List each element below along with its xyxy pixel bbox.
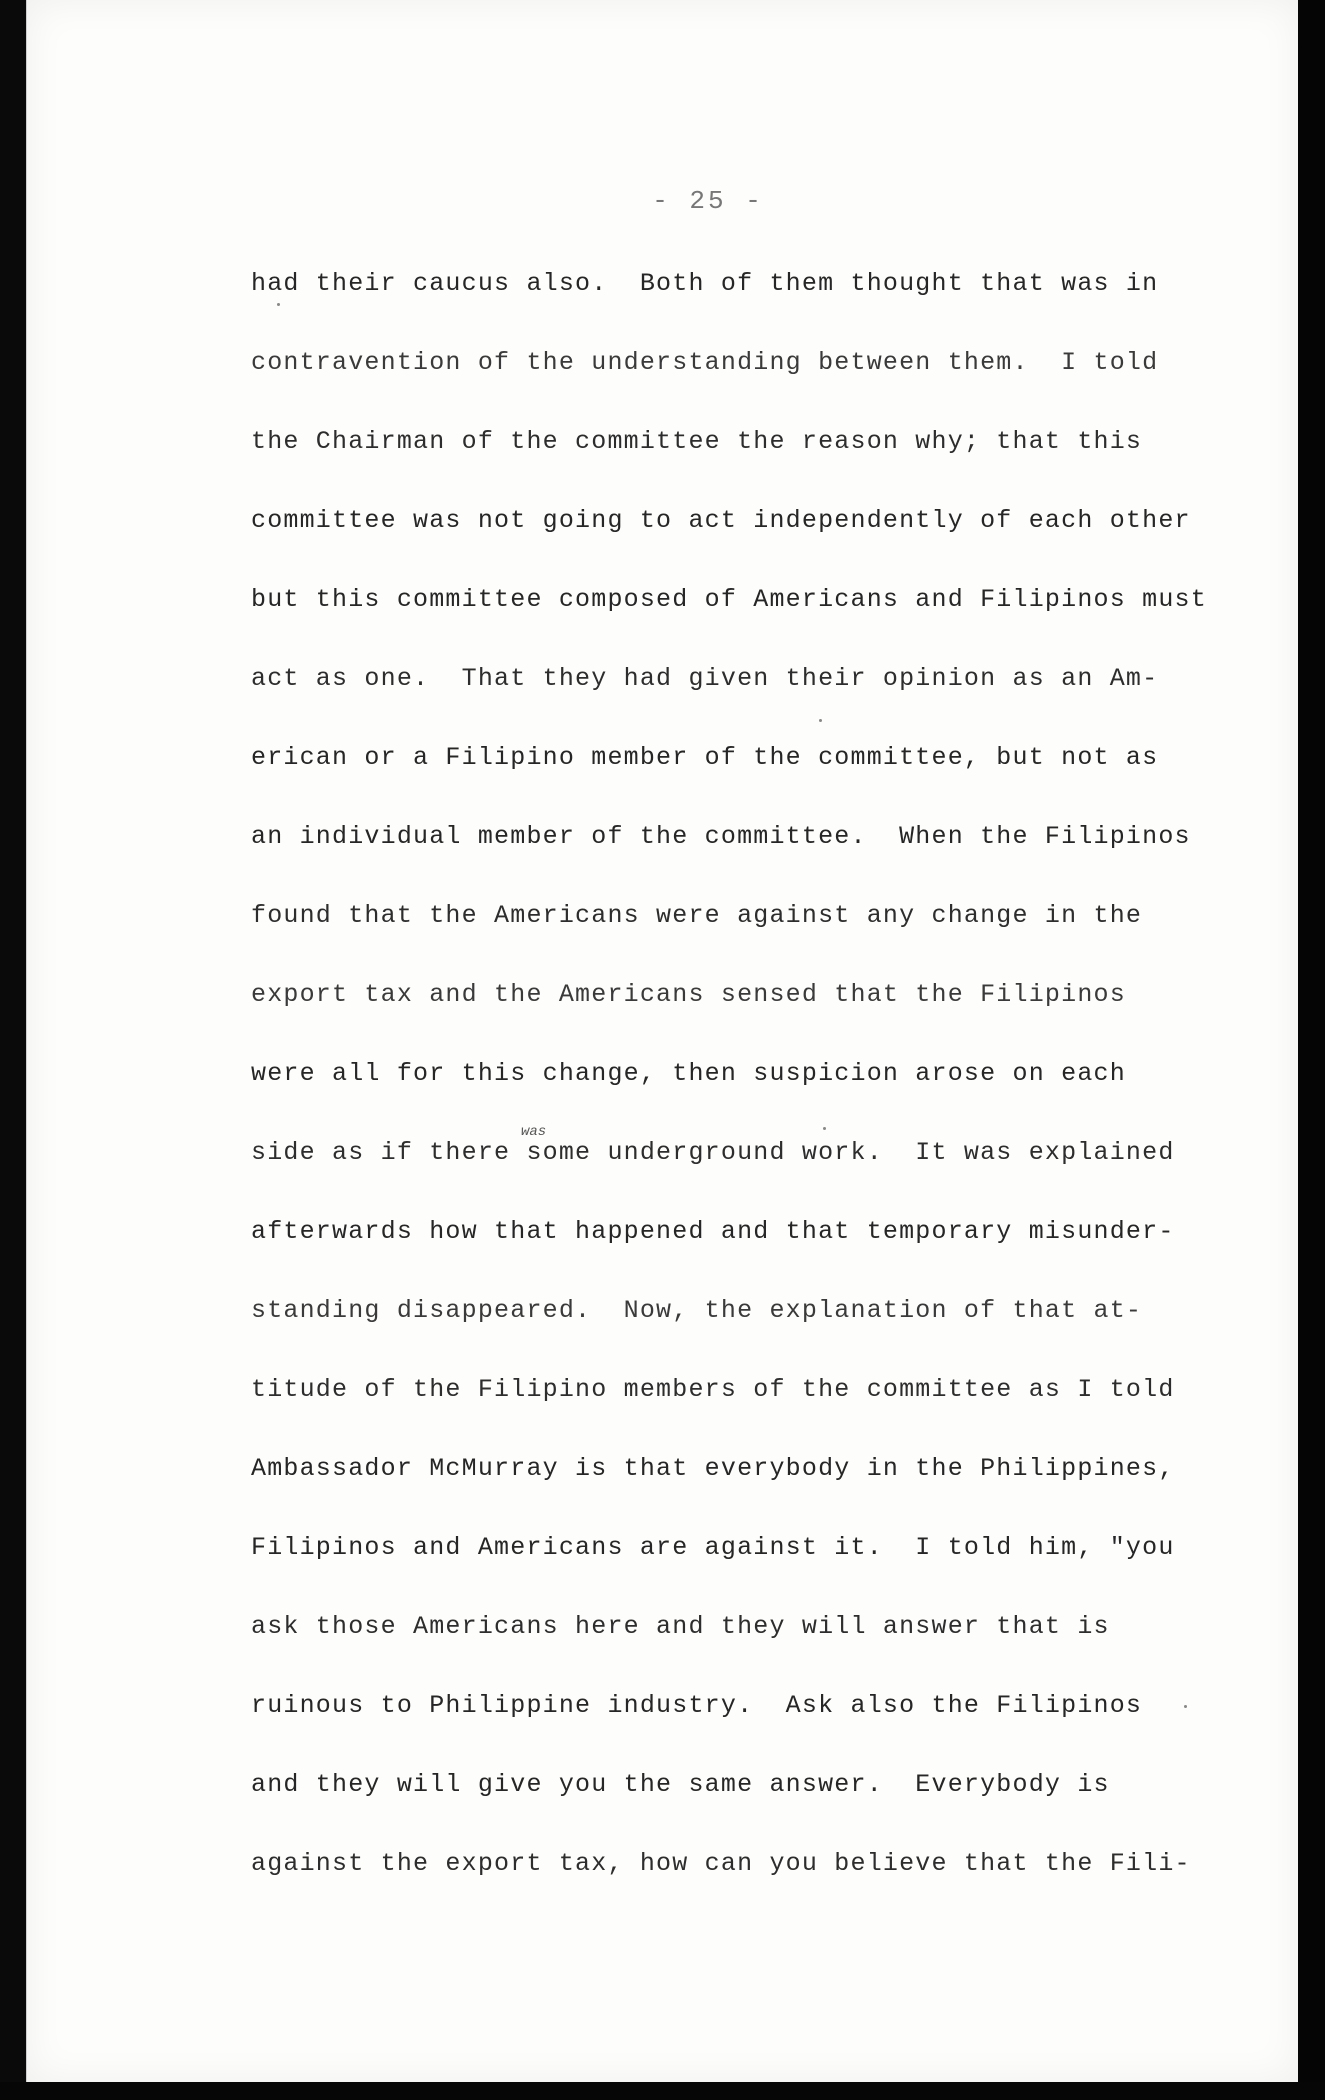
text-line: contravention of the understanding between them. I told — [251, 348, 1159, 377]
text-line: Ambassador McMurray is that everybody in the Philippines, — [251, 1454, 1175, 1483]
handwritten-insertion: was — [521, 1124, 547, 1140]
text-line: the Chairman of the committee the reason why; that this — [251, 427, 1143, 456]
paper-speck — [277, 303, 280, 306]
text-line: against the export tax, how can you believe that the Fili- — [251, 1849, 1191, 1878]
text-line: standing disappeared. Now, the explanation of that at- — [251, 1296, 1143, 1325]
text-line: an individual member of the committee. When the Filipinos — [251, 822, 1191, 851]
text-line: Filipinos and Americans are against it. I told him, "you — [251, 1533, 1175, 1562]
paper-speck — [1184, 1705, 1187, 1708]
typed-text-body — [251, 266, 1207, 1925]
scan-border-bottom — [0, 2082, 1325, 2100]
text-line: side as if there some underground work. It was explained — [251, 1138, 1175, 1167]
document-page — [26, 0, 1299, 2082]
text-line: were all for this change, then suspicion arose on each — [251, 1059, 1126, 1088]
text-line: titude of the Filipino members of the committee as I told — [251, 1375, 1175, 1404]
text-line: ruinous to Philippine industry. Ask also the Filipinos — [251, 1691, 1143, 1720]
text-line: erican or a Filipino member of the committee, but not as — [251, 743, 1159, 772]
text-line: export tax and the Americans sensed that the Filipinos — [251, 980, 1126, 1009]
text-line: but this committee composed of Americans and Filipinos must — [251, 585, 1207, 614]
text-line: found that the Americans were against any change in the — [251, 901, 1143, 930]
text-line: act as one. That they had given their opinion as an Am- — [251, 664, 1159, 693]
text-line: and they will give you the same answer. Everybody is — [251, 1770, 1110, 1799]
text-line: had their caucus also. Both of them thought that was in — [251, 269, 1159, 298]
text-line: afterwards how that happened and that temporary misunder- — [251, 1217, 1175, 1246]
text-line: ask those Americans here and they will answer that is — [251, 1612, 1110, 1641]
scan-border-right — [1298, 0, 1325, 2100]
text-line: committee was not going to act independently of each other — [251, 506, 1191, 535]
paper-speck — [819, 719, 822, 722]
page-number: - 25 - — [652, 186, 764, 216]
paper-speck — [823, 1127, 826, 1130]
